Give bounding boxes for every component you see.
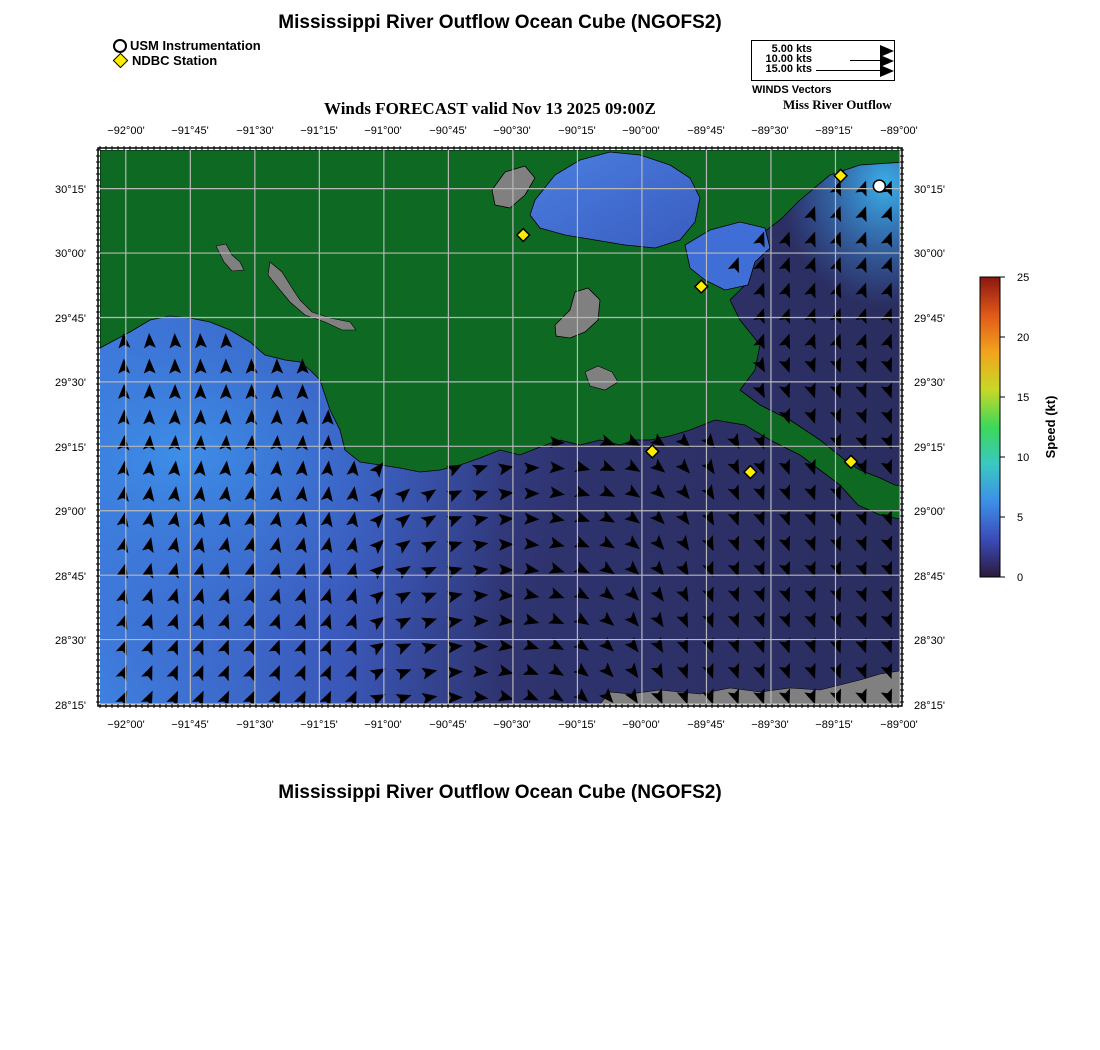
lon-tick-bottom: −90°15' (558, 719, 596, 731)
lon-tick-top: −91°00' (364, 125, 402, 137)
lon-tick-top: −89°45' (687, 125, 725, 137)
lat-tick-right: 28°45' (914, 571, 945, 583)
lat-tick-left: 28°30' (55, 635, 86, 647)
lon-tick-top: −89°15' (815, 125, 853, 137)
region-label: Miss River Outflow (783, 97, 892, 112)
lat-tick-right: 28°30' (914, 635, 945, 647)
colorbar-tick-label: 10 (1017, 452, 1030, 464)
lon-tick-bottom: −92°00' (107, 719, 145, 731)
map-title: Mississippi River Outflow Ocean Cube (NGOFS2) (278, 12, 722, 33)
lat-tick-right: 28°15' (914, 700, 945, 712)
colorbar-scale (980, 277, 1000, 577)
usm-station-marker (873, 180, 885, 192)
lon-tick-top: −91°15' (300, 125, 338, 137)
lon-tick-bottom: −89°15' (815, 719, 853, 731)
colorbar-tick-label: 0 (1017, 572, 1024, 584)
vector-legend-label: 10.00 kts (765, 53, 812, 65)
lat-tick-right: 30°15' (914, 184, 945, 196)
colorbar-tick-label: 20 (1017, 332, 1030, 344)
lon-tick-bottom: −91°30' (236, 719, 274, 731)
legend-ndbc-label: NDBC Station (132, 53, 218, 68)
lon-tick-top: −89°00' (880, 125, 918, 137)
lat-tick-right: 30°00' (914, 248, 945, 260)
forecast-subtitle: Winds FORECAST valid Nov 13 2025 09:00Z (324, 99, 656, 118)
lat-tick-left: 29°15' (55, 442, 86, 454)
lat-tick-right: 29°00' (914, 506, 945, 518)
colorbar-tick-label: 5 (1017, 512, 1024, 524)
lon-tick-bottom: −91°15' (300, 719, 338, 731)
colorbar-ticks (1000, 272, 1029, 584)
lon-tick-top: −90°45' (429, 125, 467, 137)
colorbar (960, 265, 1080, 595)
lat-tick-left: 30°00' (55, 248, 86, 260)
lon-tick-top: −90°15' (558, 125, 596, 137)
bottom-title: Mississippi River Outflow Ocean Cube (NGOFS2) (278, 782, 722, 803)
lat-tick-right: 29°30' (914, 377, 945, 389)
lat-tick-right: 29°15' (914, 442, 945, 454)
lon-tick-top: −90°30' (493, 125, 531, 137)
lat-tick-left: 29°30' (55, 377, 86, 389)
lon-tick-bottom: −89°00' (880, 719, 918, 731)
vector-legend-label: 5.00 kts (771, 43, 812, 55)
lon-tick-top: −91°30' (236, 125, 274, 137)
lat-tick-left: 29°45' (55, 313, 86, 325)
colorbar-label: Speed (kt) (1043, 395, 1058, 459)
vector-legend-label: 15.00 kts (765, 63, 812, 75)
lon-tick-bottom: −91°00' (364, 719, 402, 731)
legend-usm-label: USM Instrumentation (130, 38, 261, 53)
lon-tick-bottom: −91°45' (171, 719, 209, 731)
lon-tick-bottom: −90°45' (429, 719, 467, 731)
lat-tick-left: 28°15' (55, 700, 86, 712)
lon-tick-bottom: −90°30' (493, 719, 531, 731)
colorbar-tick-label: 15 (1017, 392, 1030, 404)
lon-tick-bottom: −89°45' (687, 719, 725, 731)
lon-tick-bottom: −90°00' (622, 719, 660, 731)
lon-tick-top: −89°30' (751, 125, 789, 137)
lat-tick-left: 29°00' (55, 506, 86, 518)
colorbar-tick-label: 25 (1017, 272, 1030, 284)
lon-tick-bottom: −89°30' (751, 719, 789, 731)
lat-tick-right: 29°45' (914, 313, 945, 325)
lon-tick-top: −91°45' (171, 125, 209, 137)
vector-legend-caption: WINDS Vectors (752, 84, 832, 96)
lon-tick-top: −92°00' (107, 125, 145, 137)
lat-tick-left: 28°45' (55, 571, 86, 583)
lon-tick-top: −90°00' (622, 125, 660, 137)
lat-tick-left: 30°15' (55, 184, 86, 196)
